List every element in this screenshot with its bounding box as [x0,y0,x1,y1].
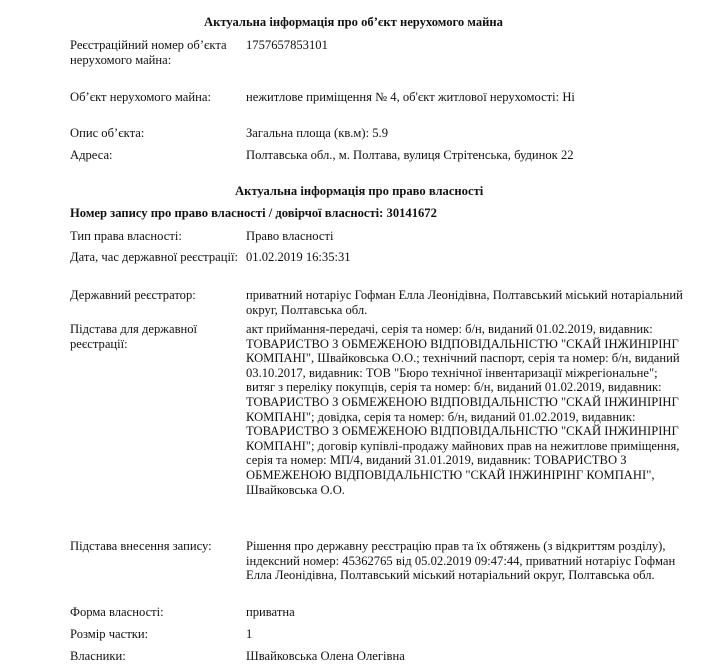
registration-number-label: Реєстраційний номер об’єкта нерухомого майна: [70,38,227,67]
registration-number-value: 1757657853101 [246,38,328,52]
record-number-heading: Номер запису про право власності / довірчої власності: 30141672 [70,206,437,220]
registration-datetime-value: 01.02.2019 16:35:31 [246,250,351,264]
ownership-type-value: Право власності [246,229,334,243]
registrar-label: Державний реєстратор: [70,288,196,302]
registration-basis-value: акт приймання-передачі, серія та номер: б/н, виданий 01.02.2019, видавник: ТОВАРИСТВО З ОБМЕЖЕНОЮ ВІДПОВІДАЛЬНІСТЮ "СКАЙ ІНЖИНІРІНГ КОМПАНІ", Швайковська О.О.; технічний паспорт, серія та номер: б/н, виданий 03.10.2017, видавник: ТОВ "Бюро технічної інвентаризації міжрегіональне"; витяг з переліку покупців, серія та номер: б/н, виданий 01.02.2019, видавник: ТОВАРИСТВО З ОБМЕЖЕНОЮ ВІДПОВІДАЛЬНІСТЮ "СКАЙ ІНЖИНІРІНГ КОМПАНІ"; довідка, серія та номер: б/н, виданий 01.02.2019, видавник: ТОВАРИСТВО З ОБМЕЖЕНОЮ ВІДПОВІДАЛЬНІСТЮ "СКАЙ ІНЖИНІРІНГ КОМПАНІ"; договір купівлі-продажу майнових прав на нежитлове приміщення, серія та номер: МП/4, виданий 31.01.2019, видавник: ТОВАРИСТВО З ОБМЕЖЕНОЮ ВІДПОВІДАЛЬНІСТЮ "СКАЙ ІНЖИНІРІНГ КОМПАНІ", Швайковська О.О. [246,322,680,497]
object-type-label: Об’єкт нерухомого майна: [70,90,211,104]
object-type-value: нежитлове приміщення № 4, об'єкт житлової нерухомості: Ні [246,90,575,104]
owners-label: Власники: [70,649,126,663]
address-value: Полтавська обл., м. Полтава, вулиця Стрітенська, будинок 22 [246,148,574,162]
ownership-section-heading: Актуальна інформація про право власності [235,184,484,198]
ownership-form-label: Форма власності: [70,605,164,619]
object-description-value: Загальна площа (кв.м): 5.9 [246,126,388,140]
ownership-form-value: приватна [246,605,295,619]
entry-basis-label: Підстава внесення запису: [70,539,212,553]
share-size-label: Розмір частки: [70,627,149,641]
object-description-label: Опис об’єкта: [70,126,145,140]
address-label: Адреса: [70,148,113,162]
registration-basis-label: Підстава для державної реєстрації: [70,322,198,351]
ownership-type-label: Тип права власності: [70,229,182,243]
entry-basis-value: Рішення про державну реєстрацію прав та їх обтяжень (з відкриттям розділу), індексний номер: 45362765 від 05.02.2019 09:47:44, приватний нотаріус Гофман Елла Леонідівна, Полтавський міський нотаріальний округ, Полтавська обл. [246,539,676,583]
registrar-value: приватний нотаріус Гофман Елла Леонідівна, Полтавський міський нотаріальний округ, Полтавська обл. [246,288,683,317]
share-size-value: 1 [246,627,253,641]
registration-datetime-label: Дата, час державної реєстрації: [70,250,238,264]
owners-value: Швайковська Олена Олегівна [246,649,405,663]
object-section-heading: Актуальна інформація про об’єкт нерухомого майна [204,15,503,29]
